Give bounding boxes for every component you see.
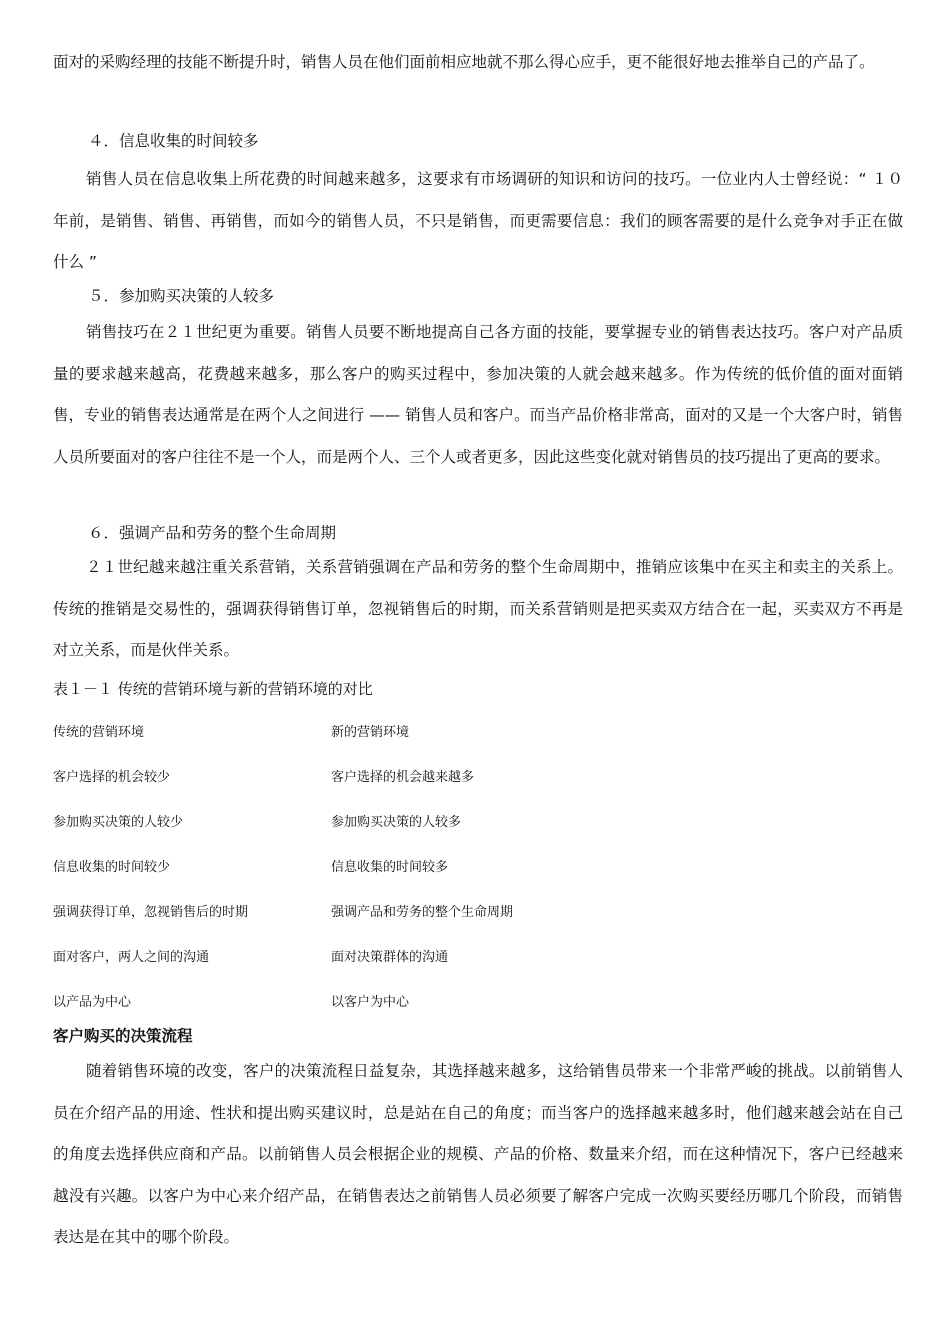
table-row: [53, 708, 753, 753]
table-cell: 新的营销环境: [331, 725, 410, 740]
paragraph-lifecycle: ２１世纪越来越注重关系营销，关系营销强调在产品和劳务的整个生命周期中，推销应该集中在买主和卖主的关系上。传统的推销是交易性的，强调获得销售订单，忽视销售后的时期，而关系营销则是把买卖双方结合在一起，买卖双方不再是对立关系，而是伙伴关系。: [53, 558, 903, 659]
comparison-table: [53, 708, 753, 1023]
table-cell: 传统的营销环境: [53, 725, 145, 740]
table-cell: 以客户为中心: [331, 995, 410, 1010]
table-cell: 客户选择的机会越来越多: [331, 770, 475, 785]
table-cell: 信息收集的时间较少: [53, 860, 171, 875]
table-row: [53, 888, 753, 933]
section-title: 客户购买的决策流程: [53, 1027, 193, 1045]
table-cell: 信息收集的时间较多: [331, 860, 449, 875]
subheading-lifecycle: ６．强调产品和劳务的整个生命周期: [88, 524, 337, 542]
paragraph-decision-process: 随着销售环境的改变，客户的决策流程日益复杂，其选择越来越多，这给销售员带来一个非常严峻的挑战。以前销售人员在介绍产品的用途、性状和提出购买建议时，总是站在自己的角度；而当客户的选择越来越多时，他们越来越会站在自己的角度去选择供应商和产品。以前销售人员会根据企业的规模、产品的价格、数量来介绍，而在这种情况下，客户已经越来越没有兴趣。以客户为中心来介绍产品，在销售表达之前销售人员必须要了解客户完成一次购买要经历哪几个阶段，而销售表达是在其中的哪个阶段。: [53, 1062, 903, 1246]
paragraph-info-collection: 销售人员在信息收集上所花费的时间越来越多，这要求有市场调研的知识和访问的技巧。一位业内人士曾经说：“ １０年前，是销售、销售、再销售，而如今的销售人员，不只是销售，而更需要信息：我们的顾客需要的是什么竞争对手正在做什么 ”: [53, 170, 903, 271]
paragraph-continuation: 面对的采购经理的技能不断提升时，销售人员在他们面前相应地就不那么得心应手，更不能很好地去推举自己的产品了。: [53, 53, 875, 71]
table-cell: 面对决策群体的沟通: [331, 950, 449, 965]
table-cell: 以产品为中心: [53, 995, 132, 1010]
table-cell: 强调获得订单，忽视销售后的时期: [53, 905, 249, 920]
table-cell: 强调产品和劳务的整个生命周期: [331, 905, 514, 920]
table-cell: 参加购买决策的人较多: [331, 815, 462, 830]
table-cell: 面对客户，两人之间的沟通: [53, 950, 210, 965]
table-caption: 表１－１ 传统的营销环境与新的营销环境的对比: [53, 680, 373, 698]
table-cell: 客户选择的机会较少: [53, 770, 171, 785]
table-row: [53, 798, 753, 843]
table-row: [53, 753, 753, 798]
table-row: [53, 978, 753, 1023]
table-cell: 参加购买决策的人较少: [53, 815, 184, 830]
table-row: [53, 933, 753, 978]
subheading-decision-makers: ５．参加购买决策的人较多: [88, 287, 275, 305]
table-row: [53, 843, 753, 888]
subheading-info-collection: ４．信息收集的时间较多: [88, 132, 259, 150]
paragraph-decision-makers: 销售技巧在２１世纪更为重要。销售人员要不断地提高自己各方面的技能，要掌握专业的销售表达技巧。客户对产品质量的要求越来越高，花费越来越多，那么客户的购买过程中，参加决策的人就会越来越多。作为传统的低价值的面对面销售，专业的销售表达通常是在两个人之间进行 —— 销售人员和客户。而当产品价格非常高，面对的又是一个大客户时，销售人员所要面对的客户往往不是一个人，而是两个人、三个人或者更多，因此这些变化就对销售员的技巧提出了更高的要求。: [53, 323, 903, 466]
